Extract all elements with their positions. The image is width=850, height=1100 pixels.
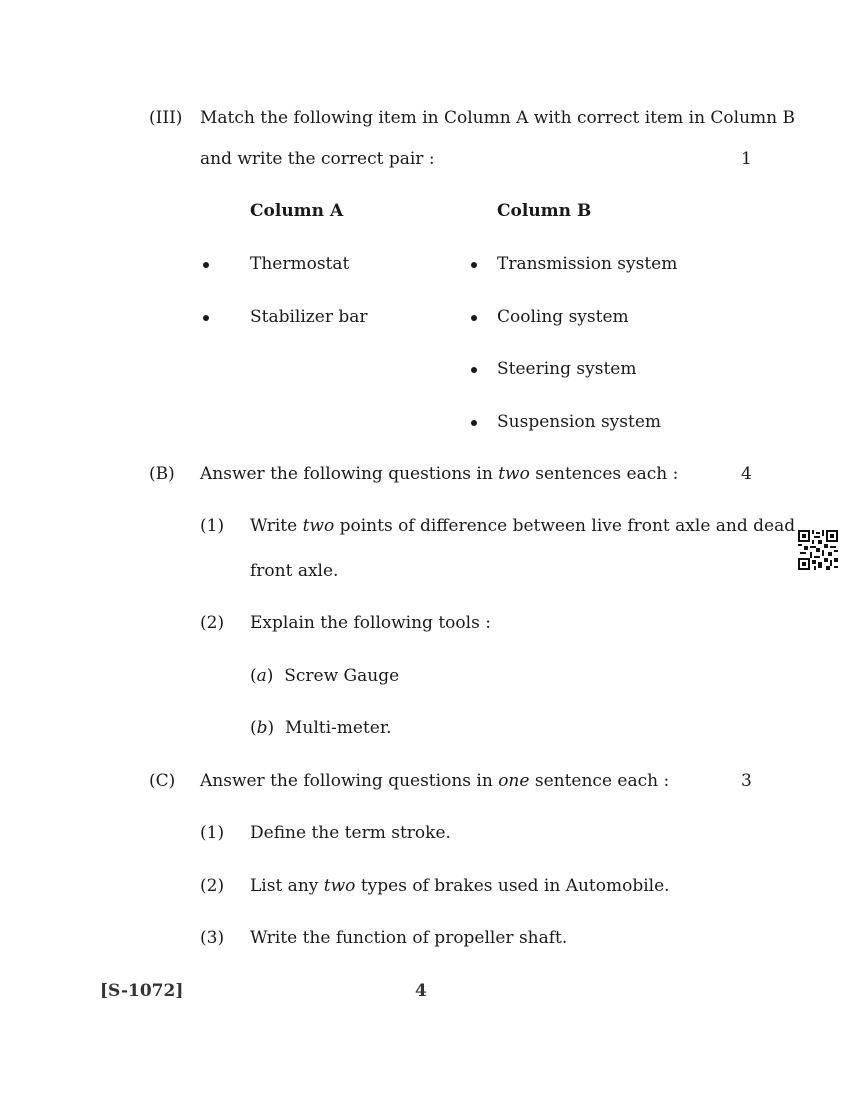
section-c-prompt [200,771,669,791]
sub-question-label: b [256,718,268,738]
section-b-label: (B) [149,464,175,484]
section-b-marks: 4 [741,464,752,484]
column-b-header: Column B [497,201,592,221]
question-number: (1) [200,823,225,843]
column-a-item: Thermostat [250,254,350,274]
section-c-label: (C) [149,771,176,791]
bullet-icon [203,315,209,321]
section-iii-line1: Match the following item in Column A with correct item in Column B [200,108,796,128]
bullet-icon [471,315,477,321]
section-iii-marks: 1 [741,149,752,169]
question-text: Explain the following tools : [250,613,491,633]
column-a-item: Stabilizer bar [250,307,368,327]
page-number: 4 [415,981,427,1001]
bullet-icon [471,420,477,426]
section-c-marks: 3 [741,771,752,791]
prompt-text: sentences each : [535,464,679,484]
bullet-icon [471,262,477,268]
qr-code-icon [798,530,838,570]
prompt-text: sentence each : [534,771,670,791]
prompt-text: Answer the following questions in [200,464,493,484]
question-emphasis: two [323,876,356,896]
bullet-icon [471,367,477,373]
column-b-item: Steering system [497,359,637,379]
question-text-part: points of difference between live front axle and dead [339,516,796,536]
sub-question-text: Multi-meter. [284,718,392,738]
column-b-item: Transmission system [497,254,678,274]
sub-question-label: a [256,666,267,686]
question-text-part: List any [250,876,319,896]
sub-question: (a) Screw Gauge [250,666,400,686]
question-number: (2) [200,876,225,896]
section-iii-line2: and write the correct pair : [200,149,435,169]
column-b-item: Suspension system [497,412,662,432]
bullet-icon [203,262,209,268]
sub-question: (b) Multi-meter. [250,718,392,738]
question-text: Write the function of propeller shaft. [250,928,568,948]
question-text [250,516,795,536]
question-text-part: Write [250,516,298,536]
exam-code: [S-1072] [100,981,184,1001]
section-b-prompt [200,464,678,484]
question-number: (3) [200,928,225,948]
question-text: Define the term stroke. [250,823,451,843]
question-text [250,876,670,896]
prompt-text: Answer the following questions in [200,771,493,791]
column-b-item: Cooling system [497,307,629,327]
question-number: (2) [200,613,225,633]
column-a-header: Column A [250,201,344,221]
prompt-emphasis: two [498,464,530,484]
sub-question-text: Screw Gauge [284,666,400,686]
question-number: (1) [200,516,225,536]
prompt-emphasis: one [498,771,530,791]
section-iii-label: (III) [149,108,183,128]
question-emphasis: two [302,516,335,536]
question-text-part: types of brakes used in Automobile. [360,876,670,896]
question-text-continued: front axle. [250,561,339,581]
